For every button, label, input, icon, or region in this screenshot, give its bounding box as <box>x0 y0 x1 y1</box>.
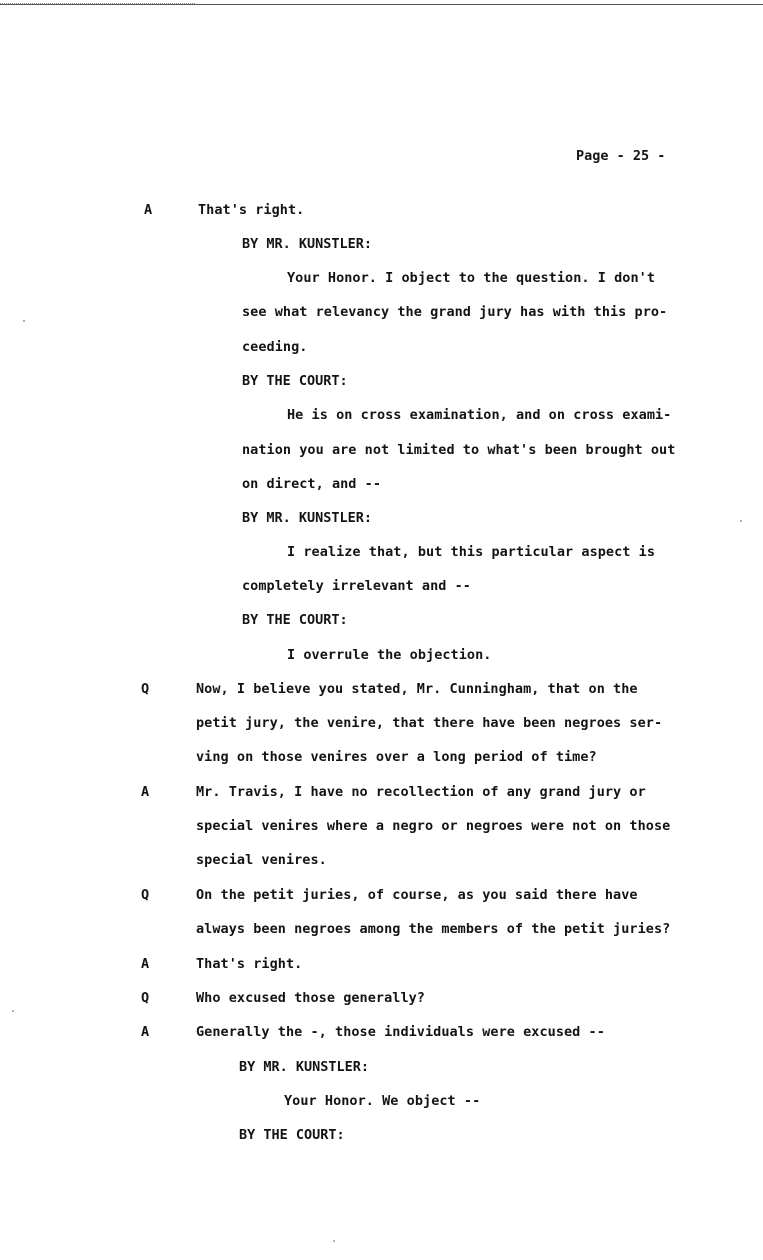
answer-marker: A <box>141 784 150 800</box>
speaker-label: BY THE COURT: <box>242 612 348 628</box>
question-line: petit jury, the venire, that there have been negroes ser- <box>196 715 663 731</box>
question-line: always been negroes among the members of the petit juries? <box>196 921 671 937</box>
answer-text: That's right. <box>196 956 303 972</box>
answer-line: special venires. <box>196 852 327 868</box>
speaker-label: BY MR. KUNSTLER: <box>239 1059 370 1075</box>
answer-marker: A <box>144 202 153 218</box>
answer-marker: A <box>141 1024 150 1040</box>
question-marker: Q <box>141 681 150 697</box>
scan-speck <box>23 320 25 322</box>
speaker-label: BY THE COURT: <box>239 1127 345 1143</box>
statement-line: Your Honor. We object -- <box>284 1093 481 1109</box>
statement-line: on direct, and -- <box>242 476 382 492</box>
page-number: Page - 25 - <box>576 148 666 164</box>
question-line: Now, I believe you stated, Mr. Cunningham, that on the <box>196 681 638 697</box>
speaker-label: BY MR. KUNSTLER: <box>242 236 373 252</box>
answer-marker: A <box>141 956 150 972</box>
question-text: Who excused those generally? <box>196 990 425 1006</box>
answer-text: Generally the -, those individuals were excused -- <box>196 1024 605 1040</box>
question-line: On the petit juries, of course, as you said there have <box>196 887 638 903</box>
scan-speck <box>12 1010 14 1012</box>
statement-line: Your Honor. I object to the question. I don't <box>287 270 655 286</box>
scan-speck <box>333 1240 335 1242</box>
question-marker: Q <box>141 990 150 1006</box>
speaker-label: BY MR. KUNSTLER: <box>242 510 373 526</box>
statement-line: I realize that, but this particular aspect is <box>287 544 655 560</box>
statement-line: I overrule the objection. <box>287 647 492 663</box>
statement-line: ceeding. <box>242 339 308 355</box>
question-line: ving on those venires over a long period of time? <box>196 749 597 765</box>
answer-text: That's right. <box>198 202 305 218</box>
answer-line: special venires where a negro or negroes were not on those <box>196 818 671 834</box>
question-marker: Q <box>141 887 150 903</box>
statement-line: He is on cross examination, and on cross exami- <box>287 407 672 423</box>
scan-speck <box>740 520 742 522</box>
answer-line: Mr. Travis, I have no recollection of any grand jury or <box>196 784 646 800</box>
top-edge-rule <box>0 4 763 5</box>
statement-line: see what relevancy the grand jury has with this pro- <box>242 304 668 320</box>
statement-line: nation you are not limited to what's been brought out <box>242 442 676 458</box>
statement-line: completely irrelevant and -- <box>242 578 471 594</box>
speaker-label: BY THE COURT: <box>242 373 348 389</box>
